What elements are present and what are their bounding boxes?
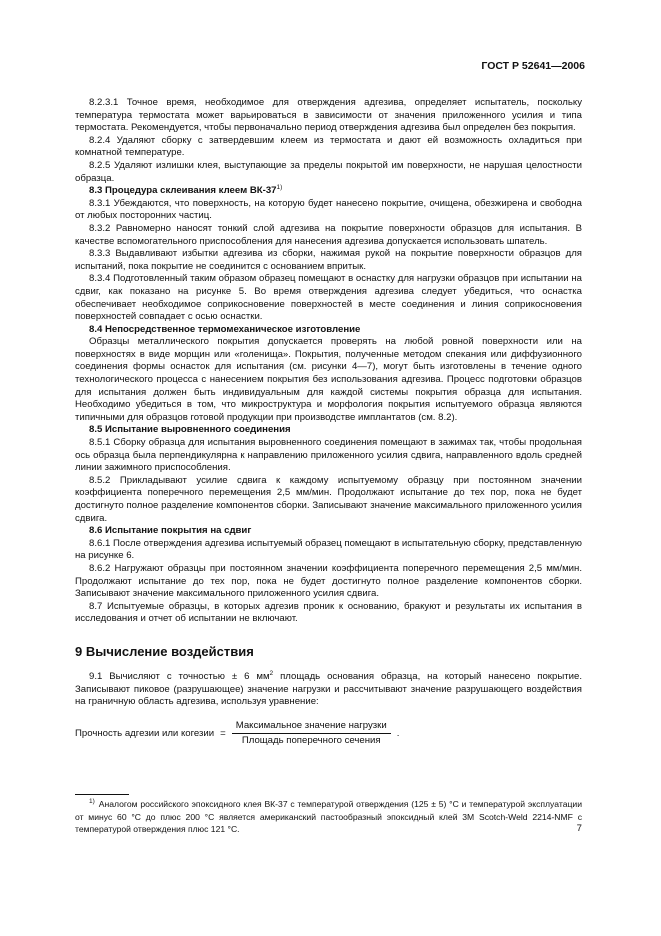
paragraph: 8.2.5 Удаляют излишки клея, выступающие за пределы покрытой им поверхности, не нарушая целостности образца.: [75, 159, 582, 184]
formula-lhs: Прочность адгезии или когезии: [75, 727, 215, 739]
paragraph-text: 9.1 Вычисляют с точностью ± 6 мм: [89, 670, 270, 682]
page-number: 7: [576, 823, 582, 834]
paragraph: 8.3.4 Подготовленный таким образом образец помещают в оснастку для нагрузки образцов при испытании на сдвиг, как показано на рисунке 5. Во время отверждения адгезива следует убедиться, что оснастка обеспечивает необходимое соприкосновение поверхностей в месте соединения и линия соприкосновения поверхностей совпадает с осью оснастки.: [75, 273, 582, 323]
subsection-heading-text: 8.3 Процедура склеивания клеем ВК-37: [89, 185, 277, 197]
paragraph: 8.6.2 Нагружают образцы при постоянном значении коэффициента поперечного перемещения 2,5 мм/мин. Продолжают испытание до тех пор, пока не будет достигнуто полное разделение компонентов сборки. Записывают значение максимального приложенного усилия сдвига.: [75, 562, 582, 600]
paragraph: 8.2.4 Удаляют сборку с затвердевшим клеем из термостата и дают ей возможность охладиться при комнатной температуре.: [75, 134, 582, 159]
paragraph: 8.5.1 Сборку образца для испытания выровненного соединения помещают в зажимах так, чтобы продольная ось образца была перпендикулярна к направлению приложенного усилия сдвига, направленного вдоль средней линии зажимного приспособления.: [75, 437, 582, 474]
superscript: 2: [269, 669, 274, 677]
formula-end: .: [396, 727, 400, 739]
section-heading: 9 Вычисление воздействия: [75, 643, 254, 659]
formula-fraction: [232, 720, 391, 748]
document-header: ГОСТ Р 52641—2006: [481, 60, 585, 72]
paragraph: 8.5.2 Прикладывают усилие сдвига к каждому испытуемому образцу при постоянном значении коэффициента поперечного перемещения 2,5 мм/мин. Продолжают испытание до тех пор, пока не будет достигнуто полное разделение компонентов сборки. Записывают значение максимального приложенного усилия сдвига.: [75, 474, 582, 524]
footnote: [75, 798, 582, 836]
subsection-heading: 8.4 Непосредственное термомеханическое изготовление: [89, 323, 361, 335]
paragraph: [75, 671, 582, 709]
footnote-text: Аналогом российского эпоксидного клея ВК-37 с температурой отверждения (125 ± 5) °С и температурой эксплуатации от минус 60 °С до плюс 200 °С является американский пастообразный эпоксидный клей 3М Scotch-Weld 2214-NMF с температурой отверждения плюс 121 °С.: [75, 799, 582, 834]
footnote-mark: 1): [89, 798, 95, 806]
paragraph: 8.2.3.1 Точное время, необходимое для отверждения адгезива, определяет испытатель, поскольку температура термостата может варьироваться в зависимости от значения приложенного усилия и типа термостата. Рекомендуется, чтобы первоначально период отверждения адгезива был определен без покрытия.: [75, 97, 582, 134]
paragraph: Образцы металлического покрытия допускается проверять на любой ровной поверхности или на поверхностях в виде морщин или «голенища». Покрытия, полученные методом спекания или диффузионного соединения формы оснасток для испытания (см. рисунки 4—7), могут быть изготовлены в течение одного технологического процесса с нанесением покрытия без использования адгезива. Процесс подготовки образцов для испытания должен быть индивидуальным для каждой системы покрытия образца для испытания. Необходимо убедиться в том, что микроструктура и морфология покрытия испытуемого образца являются типичными для образцов готовой продукции при производстве имплантатов (см. 8.2).: [75, 336, 582, 423]
paragraph: 8.3.3 Выдавливают избытки адгезива из сборки, нажимая рукой на покрытие поверхности образцов для испытаний, пока покрытие не соединится с основанием впритык.: [75, 248, 582, 272]
formula: [75, 720, 582, 748]
footnote-divider: [75, 794, 129, 795]
paragraph: 8.3.1 Убеждаются, что поверхность, на которую будет нанесено покрытие, очищена, обезжирена и свободна от любых посторонних частиц.: [75, 197, 582, 222]
paragraph-text: площадь основания образца, на который нанесено покрытие. Записывают пиковое (разрушающее) значение нагрузки и рассчитывают значение разрушающего воздействия на граничную область адгезива, используя уравнение:: [75, 670, 582, 708]
paragraph: 8.6.1 После отверждения адгезива испытуемый образец помещают в испытательную сборку, представленную на рисунке 6.: [75, 537, 582, 562]
subsection-heading: [75, 185, 582, 198]
document-body: [75, 97, 582, 748]
subsection-heading: 8.6 Испытание покрытия на сдвиг: [89, 525, 252, 537]
subsection-heading: 8.5 Испытание выровненного соединения: [89, 424, 291, 436]
formula-equals: =: [220, 727, 226, 739]
paragraph: 8.7 Испытуемые образцы, в которых адгезив проник к основанию, бракуют и результаты их испытания в исследования и отчет об испытании не включают.: [75, 600, 582, 625]
paragraph: 8.3.2 Равномерно наносят тонкий слой адгезива на покрытие поверхности образцов для испытания. В качестве вспомогательного приспособления для нанесения адгезива допускается использовать шпатель.: [75, 222, 582, 247]
formula-numerator: Максимальное значение нагрузки: [232, 720, 391, 735]
footnote-reference: 1): [276, 183, 283, 191]
formula-denominator: Площадь поперечного сечения: [241, 735, 381, 747]
